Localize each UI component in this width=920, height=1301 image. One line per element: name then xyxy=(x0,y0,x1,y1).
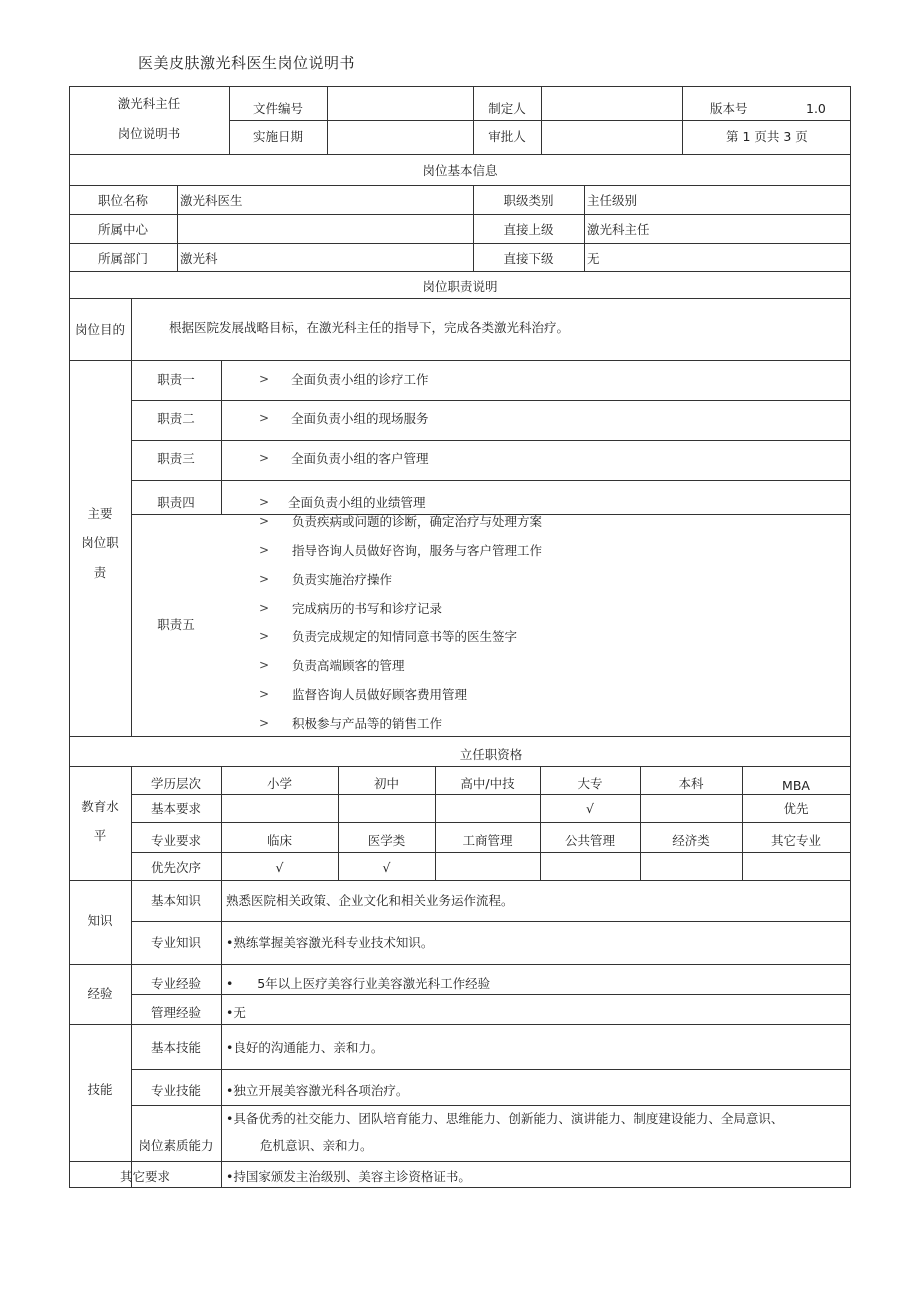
doc-name-line1: 激光科主任 xyxy=(117,96,181,111)
level-label: 职级类别 xyxy=(503,193,554,208)
purpose-text: 根据医院发展战略目标，在激光科主任的指导下，完成各类激光科治疗。 xyxy=(169,320,570,335)
subordinate-value: 无 xyxy=(587,251,600,266)
skill-quality-text-1: •具备优秀的社交能力、团队培育能力、思维能力、创新能力、演讲能力、制度建设能力、全局意识、 xyxy=(226,1111,784,1126)
skills-label: 技能 xyxy=(87,1082,113,1097)
duty5-item: 负责实施治疗操作 xyxy=(292,572,393,587)
edu-row-label: 基本要求 xyxy=(150,801,201,816)
superior-value: 激光科主任 xyxy=(587,222,650,237)
file-no-label: 文件编号 xyxy=(252,101,303,116)
chevron-right-icon: > xyxy=(259,687,270,701)
exp-mgmt-label: 管理经验 xyxy=(150,1005,201,1020)
education-level: 大专 xyxy=(577,776,603,791)
level-value: 主任级别 xyxy=(587,193,638,208)
skill-basic-label: 基本技能 xyxy=(150,1040,201,1055)
major-cell: 医学类 xyxy=(367,833,406,848)
knowledge-prof-text: •熟练掌握美容激光科专业技术知识。 xyxy=(226,935,434,950)
education-label-1: 教育水 xyxy=(81,799,119,814)
knowledge-label: 知识 xyxy=(87,913,113,928)
position-name-value: 激光科医生 xyxy=(180,193,243,208)
other-text: •持国家颁发主治级别、美容主诊资格证书。 xyxy=(226,1169,471,1184)
effective-date-label: 实施日期 xyxy=(252,129,303,144)
duty-label: 职责一 xyxy=(157,372,195,387)
duty-label: 职责四 xyxy=(157,495,195,510)
education-level: 初中 xyxy=(373,776,399,791)
exp-mgmt-text: •无 xyxy=(226,1005,246,1020)
edu-row-label: 优先次序 xyxy=(150,860,201,875)
duty-text: 全面负责小组的诊疗工作 xyxy=(291,372,429,387)
version-value: 1.0 xyxy=(806,101,826,116)
duty5-item: 负责完成规定的知情同意书等的医生签字 xyxy=(292,629,518,644)
major-cell: 临床 xyxy=(266,833,292,848)
education-level: MBA xyxy=(782,778,810,793)
major-cell: 公共管理 xyxy=(564,833,615,848)
education-label-2: 平 xyxy=(93,828,107,843)
chevron-right-icon: > xyxy=(259,543,270,557)
duty-text: 全面负责小组的现场服务 xyxy=(291,411,429,426)
position-name-label: 职位名称 xyxy=(97,193,148,208)
chevron-right-icon: > xyxy=(259,495,270,509)
basic-req-cell: 优先 xyxy=(783,801,809,816)
doc-name-line2: 岗位说明书 xyxy=(117,126,181,141)
knowledge-prof-label: 专业知识 xyxy=(150,935,201,950)
education-level: 高中/中技 xyxy=(460,776,515,791)
page-title: 医美皮肤激光科医生岗位说明书 xyxy=(138,54,356,72)
exp-prof-label: 专业经验 xyxy=(150,976,201,991)
duty5-label: 职责五 xyxy=(157,617,195,632)
other-label: 其它要求 xyxy=(119,1169,170,1184)
chevron-right-icon: > xyxy=(259,372,270,386)
duty5-item: 负责疾病或问题的诊断，确定治疗与处理方案 xyxy=(292,514,543,529)
knowledge-basic-label: 基本知识 xyxy=(150,893,201,908)
chevron-right-icon: > xyxy=(259,601,270,615)
superior-label: 直接上级 xyxy=(503,222,554,237)
dept-label: 所属部门 xyxy=(97,251,148,266)
duty5-item: 负责高端顾客的管理 xyxy=(292,658,405,673)
basic-req-cell: √ xyxy=(586,801,594,816)
qualifications-section-title: 立任职资格 xyxy=(459,747,523,762)
knowledge-basic-text: 熟悉医院相关政策、企业文化和相关业务运作流程。 xyxy=(226,893,514,908)
major-cell: 其它专业 xyxy=(770,833,821,848)
chevron-right-icon: > xyxy=(259,629,270,643)
chevron-right-icon: > xyxy=(259,658,270,672)
chevron-right-icon: > xyxy=(259,572,270,586)
version-label: 版本号 xyxy=(710,101,748,116)
skill-prof-label: 专业技能 xyxy=(150,1083,201,1098)
experience-label: 经验 xyxy=(87,986,113,1001)
dept-value: 激光科 xyxy=(180,251,218,266)
priority-cell: √ xyxy=(382,860,391,875)
skill-prof-text: •独立开展美容激光科各项治疗。 xyxy=(226,1083,409,1098)
purpose-label: 岗位目的 xyxy=(74,322,125,337)
main-duties-label-2: 岗位职 xyxy=(81,535,119,550)
duty-text: 全面负责小组的业绩管理 xyxy=(288,495,426,510)
skill-basic-text: •良好的沟通能力、亲和力。 xyxy=(226,1040,384,1055)
chevron-right-icon: > xyxy=(259,514,270,528)
education-level: 小学 xyxy=(266,776,292,791)
exp-prof-text: • 5年以上医疗美容行业美容激光科工作经验 xyxy=(226,976,491,991)
duty-label: 职责三 xyxy=(157,451,195,466)
duty5-item: 积极参与产品等的销售工作 xyxy=(292,716,443,731)
chevron-right-icon: > xyxy=(259,451,270,465)
basic-info-section-title: 岗位基本信息 xyxy=(422,163,498,178)
skill-quality-label: 岗位素质能力 xyxy=(138,1138,214,1153)
author-label: 制定人 xyxy=(488,101,526,116)
center-label: 所属中心 xyxy=(97,222,148,237)
major-cell: 经济类 xyxy=(672,833,710,848)
subordinate-label: 直接下级 xyxy=(503,251,554,266)
major-cell: 工商管理 xyxy=(462,833,513,848)
education-level: 本科 xyxy=(678,776,704,791)
main-duties-label-1: 主要 xyxy=(87,506,113,521)
duty5-item: 完成病历的书写和诊疗记录 xyxy=(292,601,443,616)
duty-text: 全面负责小组的客户管理 xyxy=(291,451,429,466)
page-info: 第 1 页共 3 页 xyxy=(726,129,808,144)
skill-quality-text-2: 危机意识、亲和力。 xyxy=(260,1138,373,1153)
chevron-right-icon: > xyxy=(259,411,270,425)
chevron-right-icon: > xyxy=(259,716,270,730)
edu-row-label: 专业要求 xyxy=(150,833,201,848)
duty5-item: 指导咨询人员做好咨询，服务与客户管理工作 xyxy=(292,543,543,558)
duties-section-title: 岗位职责说明 xyxy=(422,279,498,294)
edu-row-label: 学历层次 xyxy=(150,776,201,791)
approver-label: 审批人 xyxy=(488,129,526,144)
duty-label: 职责二 xyxy=(157,411,195,426)
duty5-item: 监督咨询人员做好顾客费用管理 xyxy=(292,687,468,702)
main-duties-label-3: 责 xyxy=(93,565,107,580)
priority-cell: √ xyxy=(275,860,284,875)
